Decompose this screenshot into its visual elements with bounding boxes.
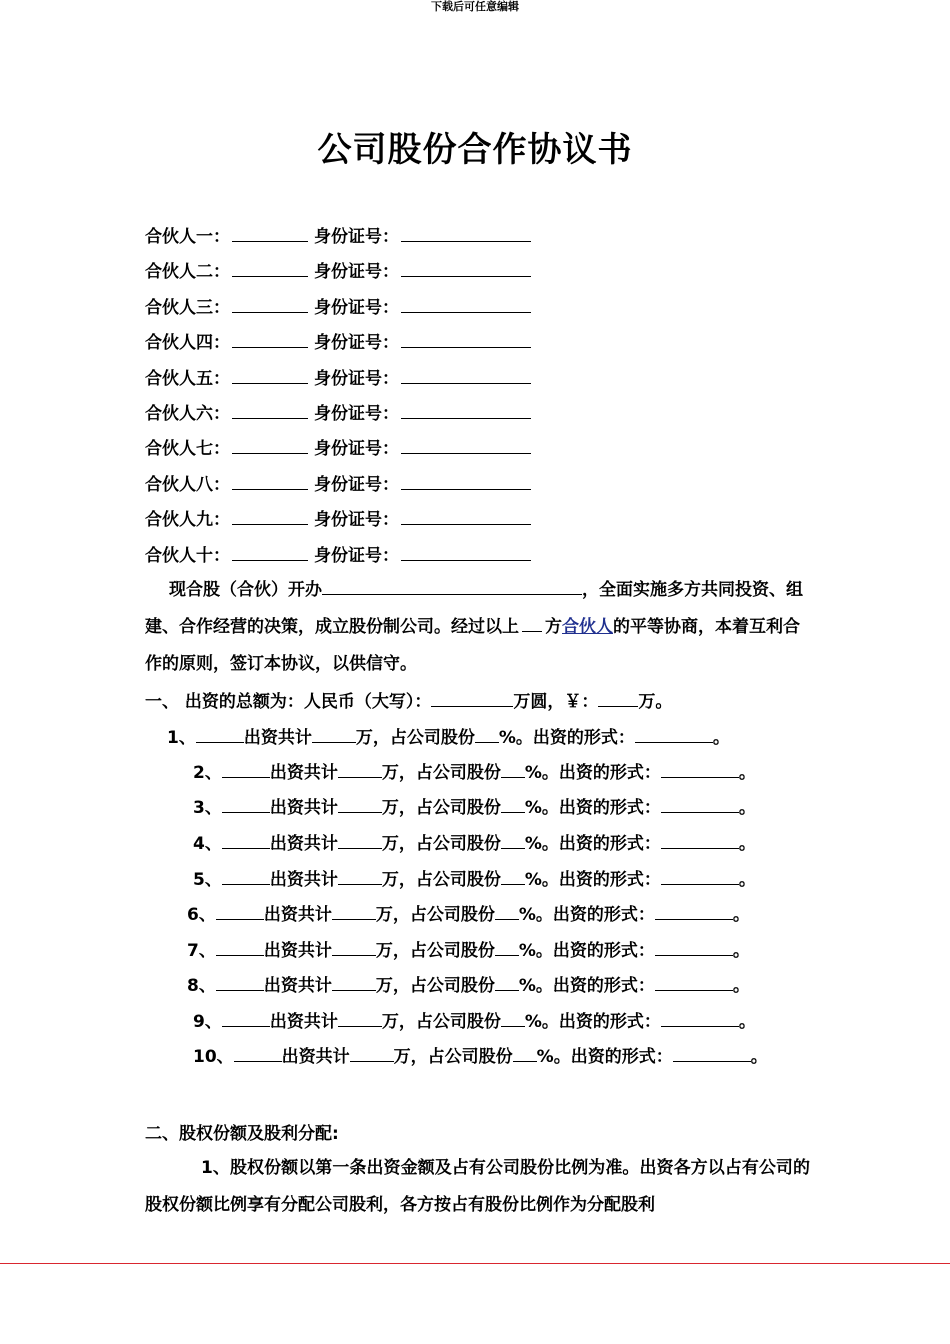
contribution-row: 2、 出资共计 万，占公司股份 %。出资的形式： 。 bbox=[193, 763, 756, 783]
contribution-row: 5、 出资共计 万，占公司股份 %。出资的形式： 。 bbox=[193, 870, 756, 890]
partner-row: 合伙人六： 身份证号： bbox=[145, 399, 531, 434]
id-number-blank bbox=[401, 508, 531, 525]
page-bottom-rule bbox=[0, 1263, 950, 1264]
contribution-row: 10、 出资共计 万，占公司股份 %。出资的形式： 。 bbox=[193, 1047, 768, 1067]
contribution-row: 8、 出资共计 万，占公司股份 %。出资的形式： 。 bbox=[187, 976, 750, 996]
partner-row: 合伙人七： 身份证号： bbox=[145, 434, 531, 469]
id-number-blank bbox=[401, 473, 531, 490]
contribution-row: 6、 出资共计 万，占公司股份 %。出资的形式： 。 bbox=[187, 905, 750, 925]
partner-name-blank bbox=[232, 296, 308, 313]
contribution-row: 7、 出资共计 万，占公司股份 %。出资的形式： 。 bbox=[187, 941, 750, 961]
partner-row: 合伙人二： 身份证号： bbox=[145, 257, 531, 292]
partner-name-blank bbox=[232, 331, 308, 348]
id-number-blank bbox=[401, 260, 531, 277]
partner-name-blank bbox=[232, 437, 308, 454]
contribution-row: 3、 出资共计 万，占公司股份 %。出资的形式： 。 bbox=[193, 798, 756, 818]
partner-row: 合伙人十： 身份证号： bbox=[145, 541, 531, 576]
section-2-paragraph: 1、股权份额以第一条出资金额及占有公司股份比例为准。出资各方以占有公司的股权份额比例享有分配公司股利，各方按占有股份比例作为分配股利 bbox=[145, 1158, 810, 1215]
document-title: 公司股份合作协议书 bbox=[317, 130, 633, 170]
amount-figure-blank bbox=[598, 690, 638, 707]
id-number-blank bbox=[401, 225, 531, 242]
id-number-blank bbox=[401, 437, 531, 454]
contribution-row: 4、 出资共计 万，占公司股份 %。出资的形式： 。 bbox=[193, 834, 756, 854]
partner-name-blank bbox=[232, 367, 308, 384]
id-number-blank bbox=[401, 296, 531, 313]
intro-paragraph: 现合股（合伙）开办 ，全面实施多方共同投资、组建、合作经营的决策，成立股份制公司。经过以上 方合伙人的平等协商，本着互利合作的原则，签订本协议，以供信守。 bbox=[145, 580, 803, 674]
partner-row: 合伙人一： 身份证号： bbox=[145, 222, 531, 257]
partner-row: 合伙人八： 身份证号： bbox=[145, 470, 531, 505]
amount-words-blank bbox=[431, 690, 513, 707]
section-1-total: 一、 出资的总额为：人民币（大写）： 万圆，￥： 万。 bbox=[145, 692, 673, 712]
contribution-row: 1、 出资共计 万，占公司股份 %。出资的形式： 。 bbox=[167, 728, 730, 748]
partner-row: 合伙人九： 身份证号： bbox=[145, 505, 531, 540]
partner-name-blank bbox=[232, 508, 308, 525]
company-name-blank bbox=[322, 578, 582, 595]
partner-name-blank bbox=[232, 402, 308, 419]
section-2-heading: 二、股权份额及股利分配: bbox=[145, 1124, 339, 1144]
contribution-row: 9、 出资共计 万，占公司股份 %。出资的形式： 。 bbox=[193, 1012, 756, 1032]
partner-row: 合伙人三： 身份证号： bbox=[145, 293, 531, 328]
partner-name-blank bbox=[232, 225, 308, 242]
id-number-blank bbox=[401, 402, 531, 419]
partner-link[interactable]: 合伙人 bbox=[562, 617, 613, 637]
party-count-blank bbox=[522, 615, 542, 632]
partner-list bbox=[145, 222, 531, 576]
partner-name-blank bbox=[232, 544, 308, 561]
partner-row: 合伙人五： 身份证号： bbox=[145, 364, 531, 399]
id-number-blank bbox=[401, 331, 531, 348]
id-number-blank bbox=[401, 367, 531, 384]
partner-name-blank bbox=[232, 260, 308, 277]
partner-row: 合伙人四： 身份证号： bbox=[145, 328, 531, 363]
partner-name-blank bbox=[232, 473, 308, 490]
header-note: 下载后可任意编辑 bbox=[431, 0, 519, 13]
id-number-blank bbox=[401, 544, 531, 561]
